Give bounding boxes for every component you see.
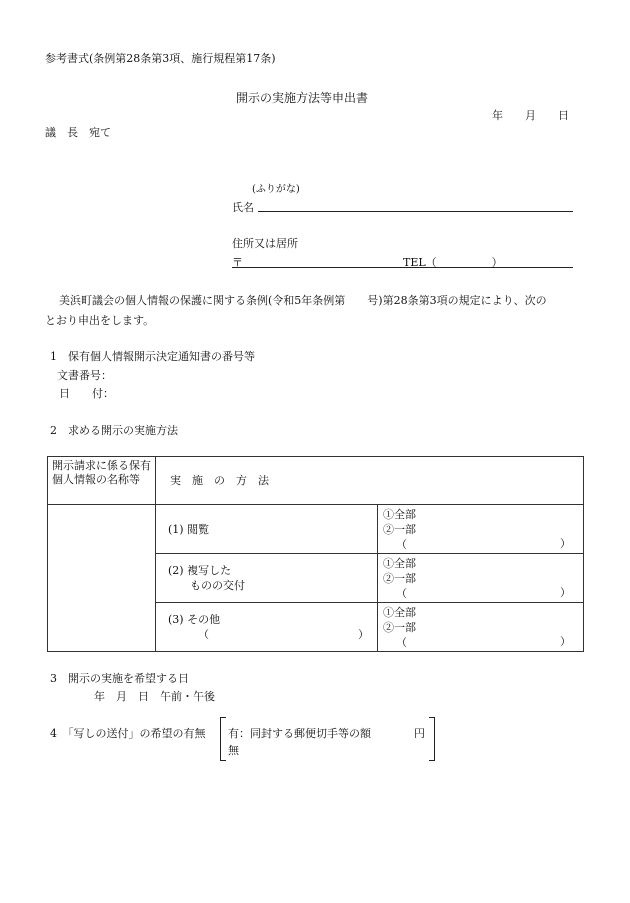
bracket-left — [220, 717, 226, 761]
method-other — [156, 603, 378, 652]
method-label: (3) その他 — [168, 613, 221, 626]
method-label: (1) 閲覧 — [168, 522, 210, 536]
name-field[interactable] — [258, 211, 573, 212]
option-partial[interactable]: ②一部 — [383, 523, 416, 536]
option-detail-open: （ — [396, 636, 407, 649]
option-all[interactable]: ①全部 — [383, 508, 416, 521]
addressee: 議 長 宛て — [45, 126, 111, 139]
option-detail-open: （ — [396, 538, 407, 551]
date-line: 年 月 日 — [492, 109, 569, 122]
section-4-heading: 4 「写しの送付」の希望の有無 — [50, 727, 206, 740]
name-label: 氏名 — [232, 201, 254, 214]
method-other-open: （ — [198, 628, 209, 641]
section-3-heading: 3 開示の実施を希望する日 — [50, 672, 189, 685]
reference-format-note: 参考書式(条例第28条第3項、施行規程第17条) — [45, 52, 276, 65]
scope-options-view[interactable] — [378, 505, 584, 554]
intro-line-2: とおり申出をします。 — [45, 314, 155, 327]
disclosure-method-table — [47, 456, 584, 652]
option-partial[interactable]: ②一部 — [383, 572, 416, 585]
option-partial[interactable]: ②一部 — [383, 621, 416, 634]
method-other-detail[interactable] — [168, 627, 377, 642]
section-1-heading: 1 保有個人情報開示決定通知書の番号等 — [50, 350, 255, 363]
option-detail-close: ） — [560, 537, 571, 550]
section-2-heading: 2 求める開示の実施方法 — [50, 424, 178, 437]
option-all[interactable]: ①全部 — [383, 557, 416, 570]
option-all[interactable]: ①全部 — [383, 606, 416, 619]
info-name-cell[interactable] — [48, 505, 156, 652]
scope-options-copy[interactable] — [378, 554, 584, 603]
furigana-label: (ふりがな) — [252, 184, 300, 195]
method-view — [156, 505, 378, 554]
header-method: 実 施 の 方 法 — [156, 457, 584, 505]
option-no[interactable]: 無 — [228, 744, 239, 757]
address-field[interactable] — [232, 267, 573, 268]
address-label: 住所又は居所 — [232, 237, 298, 250]
document-title: 開示の実施方法等申出書 — [236, 91, 369, 105]
scope-options-other[interactable] — [378, 603, 584, 652]
option-detail-open: （ — [396, 587, 407, 600]
preferred-date-line[interactable]: 年 月 日 午前・午後 — [94, 690, 215, 703]
doc-date-label: 日 付： — [59, 387, 114, 400]
method-other-close: ） — [358, 628, 369, 641]
yen-unit: 円 — [414, 727, 425, 740]
postal-mark: 〒 — [232, 256, 243, 269]
doc-number-label: 文書番号： — [57, 369, 112, 382]
option-yes[interactable]: 有：同封する郵便切手等の額 — [228, 727, 371, 740]
header-info-name: 開示請求に係る保有個人情報の名称等 — [48, 457, 156, 505]
method-copy — [156, 554, 378, 603]
bracket-right — [429, 717, 435, 761]
method-label-line2: ものの交付 — [190, 579, 245, 592]
option-detail-close: ） — [560, 586, 571, 599]
intro-line-1: 美浜町議会の個人情報の保護に関する条例(令和5年条例第 号)第28条第3項の規定により、次の — [59, 294, 547, 307]
option-detail-close: ） — [560, 635, 571, 648]
method-label: (2) 複写した — [168, 564, 232, 577]
tel-label: TEL（ ） — [403, 256, 503, 269]
